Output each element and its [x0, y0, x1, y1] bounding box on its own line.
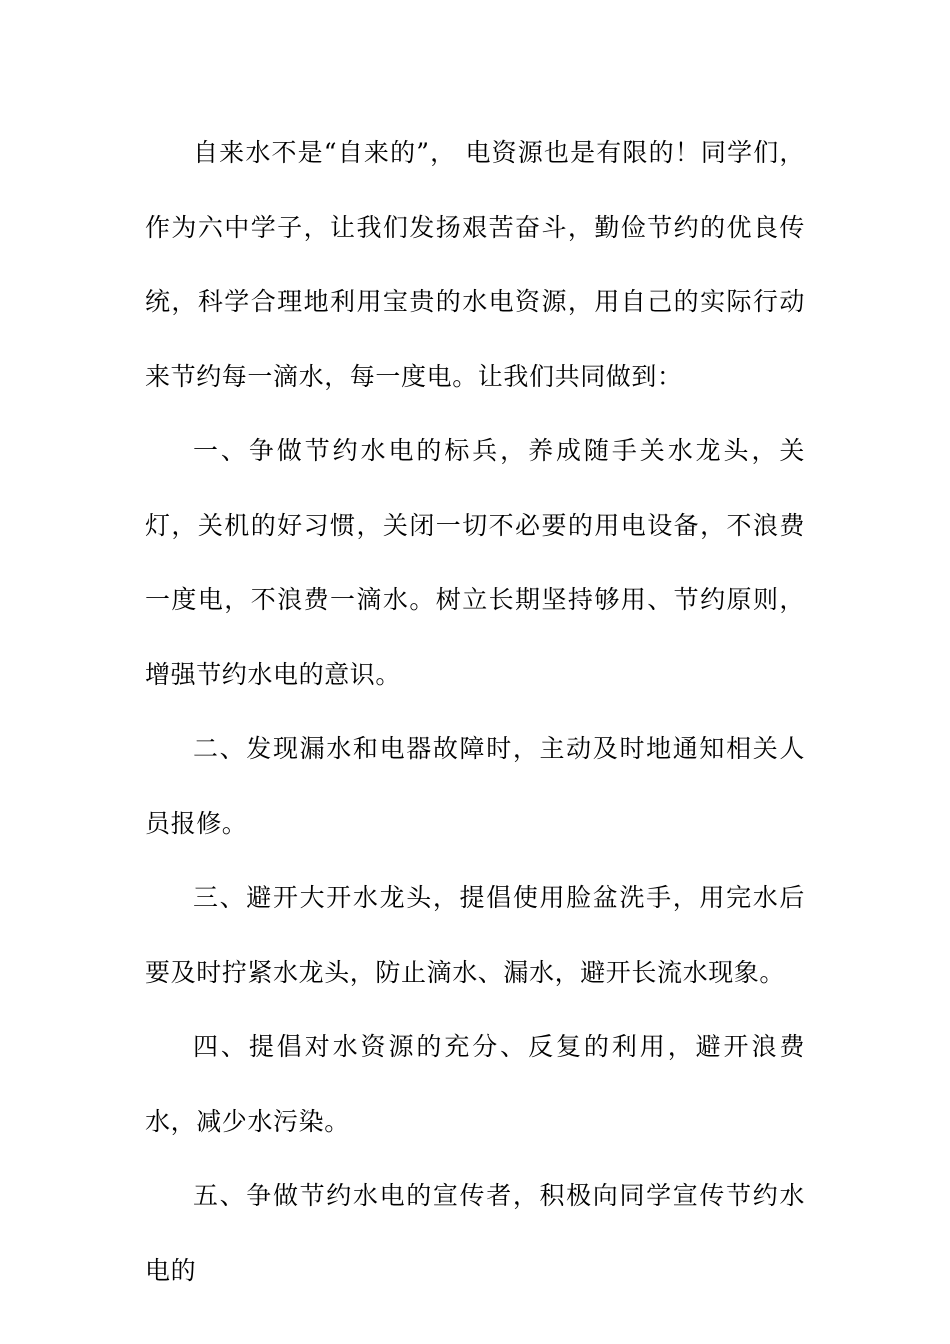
item-one-paragraph: 一、争做节约水电的标兵，养成随手关水龙头，关灯，关机的好习惯，关闭一切不必要的用电设备，不浪费一度电，不浪费一滴水。树立长期坚持够用、节约原则，增强节约水电的意识。	[145, 436, 805, 689]
item-three-paragraph: 三、避开大开水龙头，提倡使用脸盆洗手，用完水后要及时拧紧水龙头，防止滴水、漏水，避开长流水现象。	[145, 883, 805, 987]
item-two-paragraph: 二、发现漏水和电器故障时，主动及时地通知相关人员报修。	[145, 734, 805, 838]
item-four-paragraph: 四、提倡对水资源的充分、反复的利用，避开浪费水，减少水污染。	[145, 1032, 805, 1136]
intro-paragraph: 自来水不是“自来的”， 电资源也是有限的！同学们，作为六中学子，让我们发扬艰苦奋斗，勤俭节约的优良传统，科学合理地利用宝贵的水电资源，用自己的实际行动来节约每一滴水，每一度电。让我们共同做到：	[145, 138, 805, 391]
item-five-paragraph: 五、争做节约水电的宣传者，积极向同学宣传节约水电的	[145, 1181, 805, 1285]
document-body	[145, 116, 805, 1308]
